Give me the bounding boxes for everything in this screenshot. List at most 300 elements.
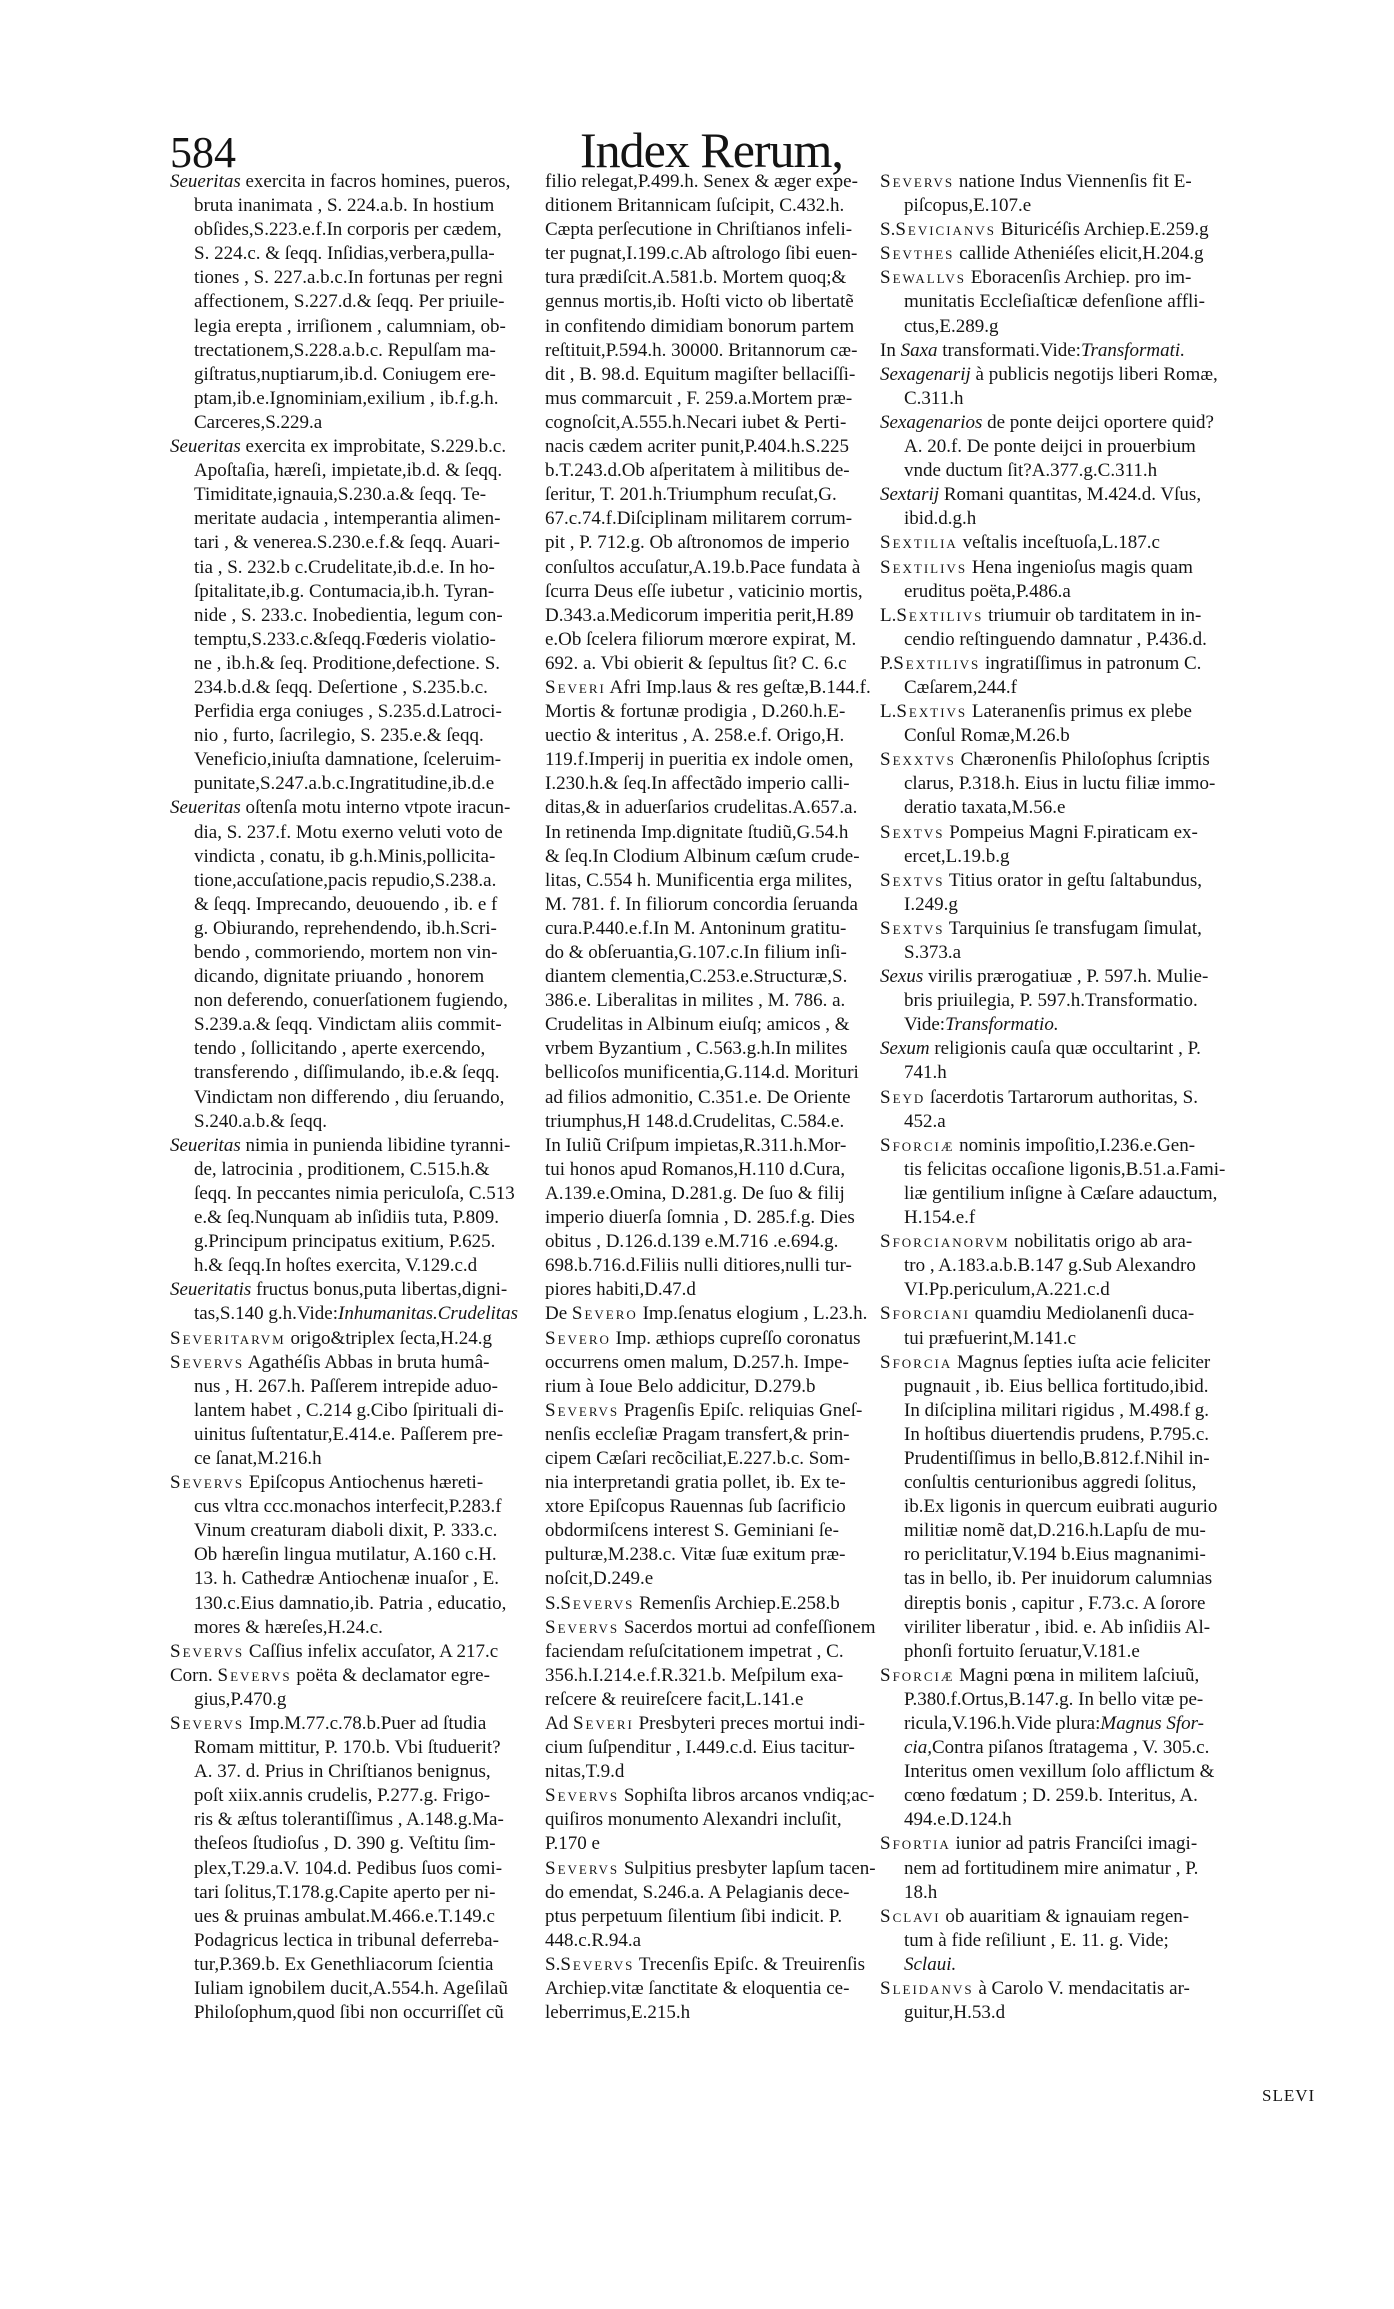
index-entry-continuation-line bbox=[170, 339, 540, 363]
entry-text: tari ſolitus,T.178.g.Capite aperto per ni- bbox=[194, 1881, 496, 1903]
entry-text: ris & æſtus tolerantiſſimus , A.148.g.Ma- bbox=[194, 1809, 504, 1831]
entry-text: 494.e.D.124.h bbox=[904, 1809, 1012, 1831]
index-entry-line bbox=[545, 1182, 875, 1206]
index-entry-line bbox=[545, 1013, 875, 1037]
headword-italic: Sexum bbox=[880, 1038, 930, 1060]
entry-text: ſeqq. In peccantes nimia periculoſa, C.513 bbox=[194, 1182, 515, 1204]
headword-smallcaps: Severo bbox=[545, 1327, 611, 1349]
entry-text: 67.c.74.f.Diſciplinam militarem corrum- bbox=[545, 508, 853, 530]
index-entry-line bbox=[545, 1712, 875, 1736]
entry-text: religionis cauſa quæ occultarint , P. bbox=[929, 1038, 1201, 1060]
index-entry-continuation-line bbox=[170, 1447, 540, 1471]
entry-text: Presbyteri preces mortui indi- bbox=[633, 1713, 865, 1734]
entry-text: in confitendo dimidiam bonorum partem bbox=[545, 315, 855, 337]
index-entry-continuation-line bbox=[880, 1061, 1300, 1085]
headword-smallcaps: Severvs bbox=[545, 1616, 620, 1638]
index-entry-continuation-line bbox=[880, 941, 1300, 965]
entry-text: 234.b.d.& ſeqq. Deſertione , S.235.b.c. bbox=[194, 676, 488, 698]
entry-text: Ad bbox=[545, 1713, 573, 1734]
index-entry-line bbox=[545, 821, 875, 845]
entry-text: oſtenſa motu interno vtpote iracun- bbox=[240, 797, 511, 819]
index-entry-line bbox=[880, 748, 1300, 772]
index-entry-continuation-line bbox=[880, 1688, 1300, 1712]
entry-text: S. bbox=[545, 1592, 561, 1614]
index-entry-continuation-line bbox=[880, 1375, 1300, 1399]
index-entry-line bbox=[545, 1278, 875, 1302]
index-entry-continuation-line bbox=[170, 1399, 540, 1423]
index-entry-line bbox=[880, 917, 1300, 941]
entry-text: Afri Imp.laus & res geſtæ,B.144.f. bbox=[605, 676, 871, 698]
entry-text: A. 20.f. De ponte deijci in prouerbium bbox=[904, 436, 1196, 458]
entry-text: 130.c.Eius damnatio,ib. Patria , educatio, bbox=[194, 1592, 507, 1614]
index-entry-line bbox=[880, 1037, 1300, 1061]
entry-text: Sophiſta libros arcanos vndiq;ac- bbox=[619, 1785, 875, 1807]
entry-text: ſacerdotis Tartarorum authoritas, S. bbox=[925, 1086, 1198, 1108]
entry-text: ad filios admonitio, C.351.e. De Oriente bbox=[545, 1086, 851, 1108]
headword-italic: Seueritatis bbox=[170, 1279, 252, 1301]
index-entry-line bbox=[545, 1254, 875, 1278]
index-entry-line bbox=[545, 1495, 875, 1519]
entry-text: e.Ob ſcelera filiorum mœrore expirat, M. bbox=[545, 628, 857, 650]
index-entry-line bbox=[545, 1736, 875, 1760]
headword-italic: Transformatio. bbox=[945, 1014, 1059, 1036]
index-entry-continuation-line bbox=[170, 194, 540, 218]
index-entry-continuation-line bbox=[170, 1953, 540, 1977]
entry-text: S.239.a.& ſeqq. Vindictam aliis commit- bbox=[194, 1014, 502, 1036]
entry-text: eruditus poëta,P.486.a bbox=[904, 580, 1071, 602]
entry-text: 356.h.I.214.e.f.R.321.b. Meſpilum exa- bbox=[545, 1664, 844, 1686]
index-entry-continuation-line bbox=[170, 363, 540, 387]
entry-text: Titius orator in geſtu ſaltabundus, bbox=[944, 869, 1203, 891]
index-entry-continuation-line bbox=[170, 652, 540, 676]
index-entry-continuation-line bbox=[880, 1471, 1300, 1495]
entry-text: Pompeius Magni F.piraticam ex- bbox=[944, 821, 1198, 843]
entry-text: Timiditate,ignauia,S.230.a.& ſeqq. Te- bbox=[194, 484, 487, 506]
entry-text: In Iuliũ Criſpum impietas,R.311.h.Mor- bbox=[545, 1134, 847, 1156]
index-entry-line bbox=[545, 1808, 875, 1832]
index-entry-continuation-line bbox=[880, 580, 1300, 604]
index-entry-continuation-line bbox=[880, 1519, 1300, 1543]
entry-text: ſcurra Deus eſſe iubetur , vaticinio mortis, bbox=[545, 580, 863, 602]
entry-text: g. Obiurando, reprehendendo, ib.h.Scri- bbox=[194, 917, 497, 939]
entry-text: ce ſanat,M.216.h bbox=[194, 1447, 322, 1469]
entry-text: filio relegat,P.499.h. Senex & æger expe- bbox=[545, 171, 858, 192]
index-entry-continuation-line bbox=[170, 315, 540, 339]
entry-text: Imp.M.77.c.78.b.Puer ad ſtudia bbox=[244, 1713, 487, 1734]
headword-italic: Inhumanitas.Crudelitas bbox=[338, 1303, 518, 1325]
entry-text: nominis impoſitio,I.236.e.Gen- bbox=[954, 1134, 1196, 1156]
entry-text: Vinum creaturam diaboli dixit, P. 333.c. bbox=[194, 1520, 498, 1542]
entry-text: munitatis Eccleſiaſticæ defenſione affli- bbox=[904, 291, 1205, 313]
entry-text: tis felicitas occaſione ligonis,B.51.a.Fami- bbox=[904, 1158, 1226, 1180]
entry-text: Cæſarem,244.f bbox=[904, 676, 1017, 698]
entry-text: L. bbox=[880, 604, 897, 626]
index-entry-line bbox=[545, 339, 875, 363]
index-entry-line bbox=[545, 989, 875, 1013]
headword-smallcaps: Severvs bbox=[217, 1664, 292, 1686]
entry-text: 18.h bbox=[904, 1881, 938, 1903]
headword-smallcaps: Sextilivs bbox=[896, 604, 984, 626]
entry-text: ro periclitatur,V.194 b.Eius magnanimi- bbox=[904, 1544, 1206, 1566]
entry-text: theſeos ſtudioſus , D. 390 g. Veſtitu ſim- bbox=[194, 1833, 496, 1855]
entry-text: origo&triplex ſecta,H.24.g bbox=[285, 1327, 493, 1349]
index-entry-line bbox=[545, 748, 875, 772]
index-entry-continuation-line bbox=[880, 893, 1300, 917]
entry-text: L. bbox=[880, 701, 897, 723]
entry-text: piores habiti,D.47.d bbox=[545, 1279, 696, 1301]
index-entry-line bbox=[170, 1640, 540, 1664]
index-column-3 bbox=[880, 170, 1300, 2025]
entry-text: cendio reſtinguendo damnatur , P.436.d. bbox=[904, 628, 1207, 650]
index-entry-continuation-line bbox=[170, 1808, 540, 1832]
entry-text: M. 781. f. In filiorum concordia ſeruanda bbox=[545, 893, 858, 915]
index-entry-line bbox=[545, 411, 875, 435]
entry-text: nus , H. 267.h. Paſſerem intrepide aduo- bbox=[194, 1375, 498, 1397]
entry-text: do & obſeruantia,G.107.c.In filium inſi- bbox=[545, 942, 847, 963]
index-entry-continuation-line bbox=[880, 1881, 1300, 1905]
entry-text: dia, S. 237.f. Motu exerno veluti voto de bbox=[194, 821, 503, 843]
entry-text: tari , & venerea.S.230.e.f.& ſeqq. Auari- bbox=[194, 532, 501, 554]
index-entry-continuation-line bbox=[880, 315, 1300, 339]
entry-text: nia interpretandi gratia pollet, ib. Ex te- bbox=[545, 1472, 846, 1494]
index-entry-line bbox=[545, 1399, 875, 1423]
entry-text: dicando, dignitate priuando , honorem bbox=[194, 966, 485, 988]
index-entry-continuation-line bbox=[880, 1447, 1300, 1471]
index-entry-line bbox=[545, 2001, 875, 2025]
entry-text: ptam,ib.e.Ignominiam,exilium , ib.f.g.h. bbox=[194, 387, 499, 409]
index-entry-line bbox=[545, 1592, 875, 1616]
entry-text: pulturæ,M.238.c. Vitæ ſuæ exitum præ- bbox=[545, 1544, 846, 1566]
entry-text: uectio & interitus , A. 258.e.f. Origo,H. bbox=[545, 725, 845, 747]
index-entry-line bbox=[880, 242, 1300, 266]
index-entry-continuation-line bbox=[880, 1495, 1300, 1519]
entry-text: S.373.a bbox=[904, 942, 961, 963]
index-entry-line bbox=[880, 604, 1300, 628]
index-entry-line bbox=[880, 1302, 1300, 1326]
index-entry-continuation-line bbox=[880, 989, 1300, 1013]
headword-smallcaps: Severi bbox=[545, 676, 606, 698]
index-entry-line bbox=[880, 1905, 1300, 1929]
index-entry-continuation-line bbox=[170, 580, 540, 604]
index-entry-line bbox=[545, 1519, 875, 1543]
entry-text: ſpitalitate,ib.g. Contumacia,ib.h. Tyran- bbox=[194, 580, 495, 602]
entry-text: pugnauit , ib. Eius bellica fortitudo,ibid. bbox=[904, 1375, 1209, 1397]
entry-text: P. bbox=[880, 652, 894, 674]
entry-text: direptis bonis , capitur , F.73.c. A ſorore bbox=[904, 1592, 1206, 1614]
entry-text: fructus bonus,puta libertas,digni- bbox=[251, 1279, 508, 1301]
headword-smallcaps: Seyd bbox=[880, 1086, 926, 1108]
index-entry-line bbox=[545, 290, 875, 314]
entry-text: D.343.a.Medicorum imperitia perit,H.89 bbox=[545, 604, 854, 626]
index-entry-continuation-line bbox=[880, 1808, 1300, 1832]
index-entry-continuation-line bbox=[170, 507, 540, 531]
index-entry-line bbox=[880, 965, 1300, 989]
entry-text: Philoſophum,quod ſibi non occurriſſet cũ bbox=[194, 2002, 504, 2024]
index-entry-continuation-line bbox=[880, 1567, 1300, 1591]
entry-text: bellicoſos munificentia,G.114.d. Morituri bbox=[545, 1062, 859, 1084]
index-entry-continuation-line bbox=[170, 869, 540, 893]
index-entry-continuation-line bbox=[170, 1110, 540, 1134]
index-entry-continuation-line bbox=[880, 387, 1300, 411]
index-entry-line bbox=[545, 1158, 875, 1182]
entry-text: transformati.Vide: bbox=[937, 339, 1081, 361]
entry-text: quiſiros monumento Alexandri incluſit, bbox=[545, 1809, 842, 1831]
entry-text: non deferendo, conuerſationem fugiendo, bbox=[194, 990, 508, 1012]
index-entry-continuation-line bbox=[170, 1375, 540, 1399]
index-entry-line bbox=[880, 1086, 1300, 1110]
entry-text: H.154.e.f bbox=[904, 1207, 976, 1229]
index-entry-continuation-line bbox=[170, 748, 540, 772]
index-entry-continuation-line bbox=[170, 1592, 540, 1616]
index-entry-line bbox=[545, 796, 875, 820]
entry-text: Veneficio,iniuſta damnatione, ſceleruim- bbox=[194, 749, 502, 771]
index-entry-line bbox=[545, 1977, 875, 2001]
entry-text: triumuir ob tarditatem in in- bbox=[983, 604, 1202, 626]
index-entry-line bbox=[170, 1351, 540, 1375]
entry-text: vnde ductum ſit?A.377.g.C.311.h bbox=[904, 460, 1158, 482]
index-entry-continuation-line bbox=[170, 1061, 540, 1085]
index-entry-line bbox=[880, 1977, 1300, 2001]
entry-text: conſultos accuſatur,A.19.b.Pace fundata à bbox=[545, 556, 861, 578]
index-entry-line bbox=[170, 1664, 540, 1688]
entry-text: litas, C.554 h. Munificentia erga milites, bbox=[545, 869, 853, 891]
entry-text: Caſſius infelix accuſator, A 217.c bbox=[244, 1640, 499, 1662]
index-column-2 bbox=[545, 170, 875, 2025]
index-entry-continuation-line bbox=[880, 1736, 1300, 1760]
entry-text: A. 37. d. Prius in Chriſtianos benignus, bbox=[194, 1761, 491, 1783]
entry-text: nacis cædem acriter punit,P.404.h.S.225 bbox=[545, 436, 849, 458]
index-entry-continuation-line bbox=[170, 893, 540, 917]
index-entry-line bbox=[545, 1688, 875, 1712]
index-entry-line bbox=[545, 218, 875, 242]
index-entry-continuation-line bbox=[170, 1182, 540, 1206]
entry-text: obdormiſcens interest S. Geminiani ſe- bbox=[545, 1520, 839, 1542]
entry-text: I.230.h.& ſeq.In affectãdo imperio calli- bbox=[545, 773, 850, 795]
entry-text: phonſi fortuito ſeruatur,V.181.e bbox=[904, 1640, 1140, 1662]
entry-text: De bbox=[545, 1303, 572, 1325]
index-entry-continuation-line bbox=[880, 1784, 1300, 1808]
entry-text: cium ſuſpenditur , I.449.c.d. Eius tacitur- bbox=[545, 1737, 855, 1759]
index-entry-line bbox=[880, 700, 1300, 724]
entry-text: vrbem Byzantium , C.563.g.h.In milites bbox=[545, 1038, 848, 1060]
entry-text: In hoſtibus diuertendis prudens, P.795.c. bbox=[904, 1423, 1210, 1445]
entry-text: ingratiſſimus in patronum C. bbox=[980, 652, 1202, 674]
index-entry-continuation-line bbox=[170, 1254, 540, 1278]
index-entry-line bbox=[545, 266, 875, 290]
index-entry-line bbox=[170, 435, 540, 459]
index-entry-line bbox=[545, 628, 875, 652]
entry-text: Vide: bbox=[904, 1014, 946, 1036]
index-entry-line bbox=[170, 1134, 540, 1158]
index-entry-continuation-line bbox=[170, 1688, 540, 1712]
headword-smallcaps: Severvs bbox=[170, 1472, 245, 1494]
entry-text: bris priuilegia, P. 597.h.Transformatio. bbox=[904, 990, 1198, 1012]
entry-text: trectationem,S.228.a.b.c. Repulſam ma- bbox=[194, 339, 496, 361]
entry-text: VI.Pp.periculum,A.221.c.d bbox=[904, 1279, 1110, 1301]
index-entry-line bbox=[545, 965, 875, 989]
index-entry-line bbox=[545, 1110, 875, 1134]
entry-text: Corn. bbox=[170, 1664, 218, 1686]
entry-text: tas,S.140 g.h.Vide: bbox=[194, 1303, 338, 1325]
index-entry-line bbox=[170, 1471, 540, 1495]
index-entry-line bbox=[545, 1375, 875, 1399]
entry-text: viriliter liberatur , ibid. e. Ab inſidiis Al- bbox=[904, 1616, 1211, 1638]
headword-smallcaps: Sevicianvs bbox=[895, 219, 996, 241]
entry-text: Prudentiſſimus in bello,B.812.f.Nihil in- bbox=[904, 1447, 1210, 1469]
headword-smallcaps: Severvs bbox=[170, 1713, 245, 1734]
index-entry-line bbox=[545, 387, 875, 411]
index-entry-continuation-line bbox=[170, 1881, 540, 1905]
index-entry-line bbox=[545, 1760, 875, 1784]
index-entry-line bbox=[880, 1351, 1300, 1375]
index-entry-continuation-line bbox=[170, 411, 540, 435]
entry-text: 452.a bbox=[904, 1110, 946, 1132]
index-entry-line bbox=[545, 1881, 875, 1905]
index-entry-line bbox=[880, 218, 1300, 242]
entry-text: tas in bello, ib. Per inuidorum calumnias bbox=[904, 1568, 1213, 1590]
entry-text: Magnus ſepties iuſta acie feliciter bbox=[952, 1351, 1211, 1373]
index-entry-continuation-line bbox=[170, 1495, 540, 1519]
entry-text: legia erepta , irriſionem , calumniam, ob- bbox=[194, 315, 506, 337]
index-entry-continuation-line bbox=[170, 1543, 540, 1567]
index-entry-continuation-line bbox=[170, 556, 540, 580]
entry-text: Pragenſis Epiſc. reliquias Gneſ- bbox=[619, 1399, 863, 1421]
entry-text: exercita ex improbitate, S.229.b.c. bbox=[240, 436, 507, 458]
index-entry-line bbox=[880, 652, 1300, 676]
index-entry-continuation-line bbox=[880, 1013, 1300, 1037]
index-entry-line bbox=[545, 893, 875, 917]
entry-text: diantem clementia,C.253.e.Structuræ,S. bbox=[545, 966, 848, 988]
headword-italic: Seueritas bbox=[170, 171, 241, 192]
index-entry-continuation-line bbox=[880, 845, 1300, 869]
entry-text: tro , A.183.a.b.B.147 g.Sub Alexandro bbox=[904, 1255, 1196, 1277]
index-entry-line bbox=[545, 507, 875, 531]
entry-text: tura prædiſcit.A.581.b. Mortem quoq;& bbox=[545, 267, 847, 289]
entry-text: tiones , S. 227.a.b.c.In fortunas per regni bbox=[194, 267, 504, 289]
index-entry-continuation-line bbox=[170, 266, 540, 290]
entry-text: mores & hæreſes,H.24.c. bbox=[194, 1616, 383, 1638]
headword-smallcaps: Sewallvs bbox=[880, 267, 967, 289]
index-entry-line bbox=[545, 242, 875, 266]
index-entry-line bbox=[880, 411, 1300, 435]
index-entry-continuation-line bbox=[170, 1037, 540, 1061]
entry-text: nio , furto, ſacrilegio, S. 235.e.& ſeqq. bbox=[194, 725, 484, 747]
entry-text: Vindictam non differendo , diu ſeruando, bbox=[194, 1086, 505, 1108]
index-entry-continuation-line bbox=[880, 676, 1300, 700]
entry-text: ptus perpetuum ſilentium ſibi indicit. P. bbox=[545, 1905, 843, 1927]
index-entry-continuation-line bbox=[170, 1736, 540, 1760]
index-entry-continuation-line bbox=[170, 290, 540, 314]
entry-text: ditionem Britannicam ſuſcipit, C.432.h. bbox=[545, 195, 845, 217]
index-entry-continuation-line bbox=[170, 1206, 540, 1230]
entry-text: ctus,E.289.g bbox=[904, 315, 999, 337]
entry-text: clarus, P.318.h. Eius in luctu filiæ immo- bbox=[904, 773, 1216, 795]
entry-text: Hena ingenioſus magis quam bbox=[967, 556, 1193, 578]
entry-text: P.380.f.Ortus,B.147.g. In bello vitæ pe- bbox=[904, 1688, 1204, 1710]
entry-text: tendo , ſollicitando , aperte exercendo, bbox=[194, 1038, 486, 1060]
index-entry-line bbox=[880, 483, 1300, 507]
index-entry-continuation-line bbox=[170, 1857, 540, 1881]
index-entry-line bbox=[545, 772, 875, 796]
index-entry-line bbox=[170, 1278, 540, 1302]
entry-text: 448.c.R.94.a bbox=[545, 1929, 642, 1951]
entry-text: Trecenſis Epiſc. & Treuirenſis bbox=[634, 1953, 866, 1975]
index-entry-line bbox=[545, 531, 875, 555]
index-entry-line bbox=[545, 580, 875, 604]
entry-text: tia , S. 232.b c.Crudelitate,ib.d.e. In ho- bbox=[194, 556, 495, 578]
entry-text: à publicis negotijs liberi Romæ, bbox=[970, 363, 1218, 385]
entry-text: nide , S. 233.c. Inobedientia, legum con- bbox=[194, 604, 503, 626]
entry-text: pit , P. 712.g. Ob aſtronomos de imperio bbox=[545, 532, 850, 554]
entry-text: quamdiu Mediolanenſi duca- bbox=[969, 1303, 1195, 1325]
index-entry-continuation-line bbox=[880, 1592, 1300, 1616]
entry-text: Lateranenſis primus ex plebe bbox=[967, 701, 1192, 723]
entry-text: tui præfuerint,M.141.c bbox=[904, 1327, 1077, 1349]
index-entry-line bbox=[880, 869, 1300, 893]
entry-text: ditas,& in aduerſarios crudelitas.A.657.a. bbox=[545, 797, 858, 819]
index-entry-continuation-line bbox=[170, 1905, 540, 1929]
index-entry-line bbox=[545, 1857, 875, 1881]
entry-text: ricula,V.196.h.Vide plura: bbox=[904, 1713, 1101, 1734]
entry-text: Apoſtaſia, hæreſi, impietate,ib.d. & ſeqq. bbox=[194, 460, 503, 482]
entry-text: Crudelitas in Albinum eiuſq; amicos , & bbox=[545, 1014, 850, 1036]
index-entry-line bbox=[545, 917, 875, 941]
index-entry-line bbox=[880, 170, 1300, 194]
headword-smallcaps: Sforciæ bbox=[880, 1664, 955, 1686]
entry-text: In retinenda Imp.dignitate ſtudiũ,G.54.h bbox=[545, 821, 849, 843]
entry-text: P.170 e bbox=[545, 1833, 600, 1855]
index-entry-line bbox=[545, 1206, 875, 1230]
index-entry-continuation-line bbox=[170, 965, 540, 989]
index-entry-continuation-line bbox=[170, 845, 540, 869]
entry-text: Agathéſis Abbas in bruta humâ- bbox=[244, 1351, 490, 1373]
entry-text: virilis prærogatiuæ , P. 597.h. Mulie- bbox=[923, 966, 1209, 988]
index-entry-continuation-line bbox=[880, 1712, 1300, 1736]
index-entry-line bbox=[545, 941, 875, 965]
headword-italic: Sexagenarios bbox=[880, 411, 983, 433]
index-entry-line bbox=[545, 1061, 875, 1085]
index-entry-continuation-line bbox=[880, 435, 1300, 459]
entry-text: poſt xiix.annis crudelis, P.277.g. Frigo- bbox=[194, 1785, 491, 1807]
entry-text: liæ gentilium inſigne à Cæſare adauctum, bbox=[904, 1182, 1218, 1204]
headword-italic: Sclaui. bbox=[904, 1953, 957, 1975]
index-entry-continuation-line bbox=[880, 2001, 1300, 2025]
entry-text: exercita in facros homines, pueros, bbox=[240, 171, 511, 192]
index-entry-continuation-line bbox=[170, 1230, 540, 1254]
headword-smallcaps: Sextilivs bbox=[880, 556, 968, 578]
entry-text: Bituricéſis Archiep.E.259.g bbox=[995, 219, 1209, 241]
index-entry-continuation-line bbox=[170, 821, 540, 845]
entry-text: lantem habet , C.214 g.Cibo ſpirituali di- bbox=[194, 1399, 504, 1421]
headword-italic: Sexagenarij bbox=[880, 363, 971, 385]
index-entry-continuation-line bbox=[880, 1640, 1300, 1664]
index-entry-continuation-line bbox=[170, 676, 540, 700]
index-entry-line bbox=[545, 1134, 875, 1158]
entry-text: noſcit,D.249.e bbox=[545, 1568, 654, 1590]
headword-italic: Transformati. bbox=[1080, 339, 1185, 361]
index-entry-line bbox=[545, 435, 875, 459]
entry-text: In diſciplina militari rigidus , M.498.f g. bbox=[904, 1399, 1210, 1421]
entry-text: militiæ nomẽ dat,D.216.h.Lapſu de mu- bbox=[904, 1520, 1206, 1542]
index-entry-line bbox=[545, 1640, 875, 1664]
entry-text: cura.P.440.e.f.In M. Antoninum gratitu- bbox=[545, 917, 847, 939]
index-entry-line bbox=[545, 1230, 875, 1254]
entry-text: de ponte deijci oportere quid? bbox=[982, 411, 1214, 433]
entry-text: do emendat, S.246.a. A Pelagianis dece- bbox=[545, 1881, 850, 1903]
headword-smallcaps: Severvs bbox=[545, 1785, 620, 1807]
headword-smallcaps: Sforciani bbox=[880, 1303, 970, 1325]
index-entry-continuation-line bbox=[880, 1760, 1300, 1784]
